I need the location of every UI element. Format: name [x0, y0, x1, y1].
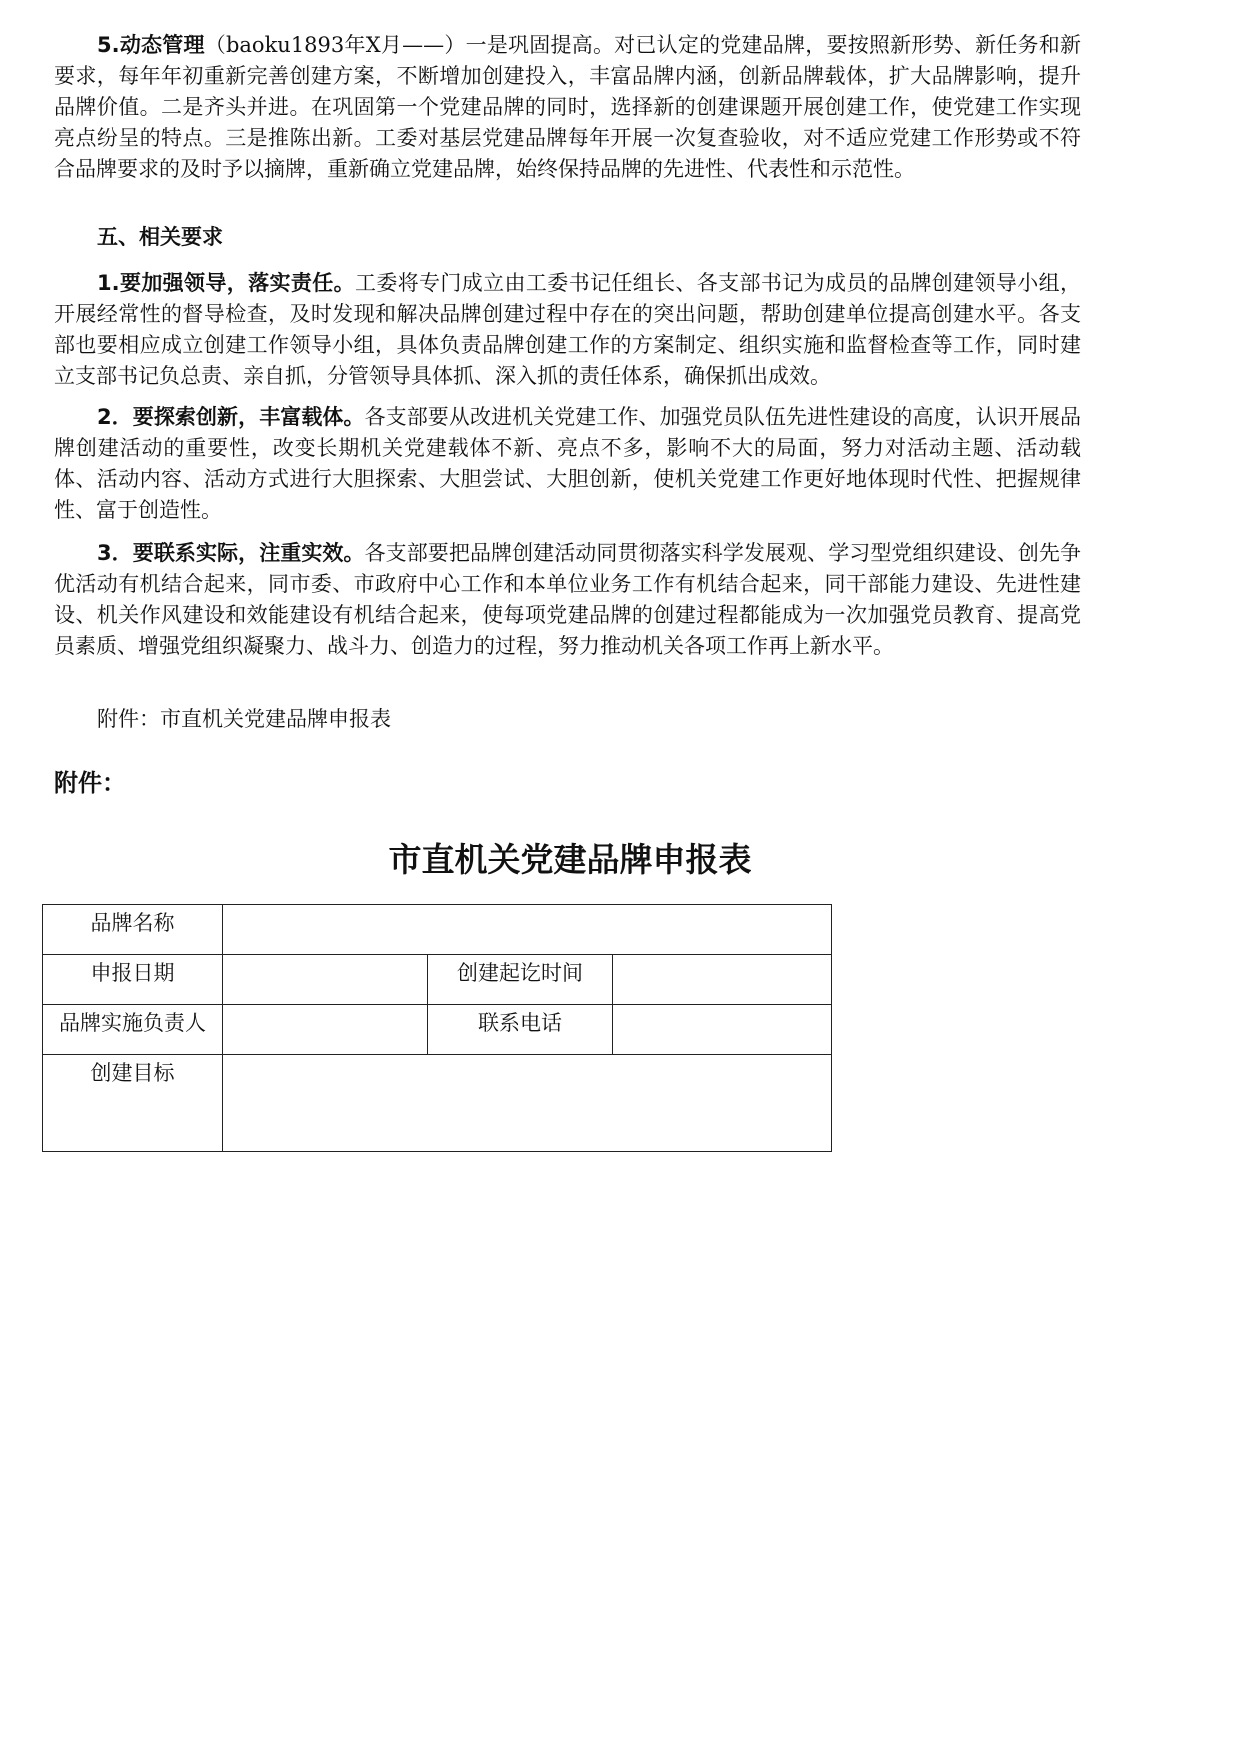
- paragraph-text: （baoku1893年X月——）一是巩固提高。对已认定的党建品牌，要按照新形势、新任务和新要求，每年年初重新完善创建方案，不断增加创建投入，丰富品牌内涵，创新品牌载体，扩大品牌影响，提升品牌价值。二是齐头并进。在巩固第一个党建品牌的同时，选择新的创建课题开展创建工作，使党建工作实现亮点纷呈的特点。三是推陈出新。工委对基层党建品牌每年开展一次复查验收，对不适应党建工作形势或不符合品牌要求的及时予以摘牌，重新确立党建品牌，始终保持品牌的先进性、代表性和示范性。: [54, 33, 1081, 181]
- report-date-cell: [223, 955, 428, 1005]
- brand-name-cell: [223, 905, 832, 955]
- paragraph-requirement-2: [54, 402, 1081, 526]
- paragraph-text: 各支部要把品牌创建活动同贯彻落实科学发展观、学习型党组织建设、创先争优活动有机结合起来，同市委、市政府中心工作和本单位业务工作有机结合起来，同干部能力建设、先进性建设、机关作风建设和效能建设有机结合起来，使每项党建品牌的创建过程都能成为一次加强党员教育、提高党员素质、增强党组织凝聚力、战斗力、创造力的过程，努力推动机关各项工作再上新水平。: [54, 541, 1081, 658]
- table-row: [43, 1005, 832, 1055]
- paragraph-lead: 2．要探索创新，丰富载体。: [97, 405, 365, 429]
- paragraph-lead: 1.要加强领导，落实责任。: [97, 271, 355, 295]
- paragraph-requirement-1: [54, 268, 1081, 392]
- paragraph-lead: 3．要联系实际，注重实效。: [97, 541, 365, 565]
- table-row: [43, 905, 832, 955]
- period-cell: [613, 955, 832, 1005]
- paragraph-requirement-3: [54, 538, 1081, 662]
- phone-label: 联系电话: [428, 1005, 613, 1055]
- goal-cell: [223, 1055, 832, 1152]
- phone-cell: [613, 1005, 832, 1055]
- owner-cell: [223, 1005, 428, 1055]
- paragraph-text: 各支部要从改进机关党建工作、加强党员队伍先进性建设的高度，认识开展品牌创建活动的重要性，改变长期机关党建载体不新、亮点不多，影响不大的局面，努力对活动主题、活动载体、活动内容、活动方式进行大胆探索、大胆尝试、大胆创新，使机关党建工作更好地体现时代性、把握规律性、富于创造性。: [54, 405, 1081, 522]
- attachment-reference: 附件：市直机关党建品牌申报表: [97, 707, 391, 731]
- paragraph-dynamic-management: [54, 30, 1081, 185]
- table-row: [43, 1055, 832, 1152]
- brand-name-label: 品牌名称: [43, 905, 223, 955]
- form-title: 市直机关党建品牌申报表: [388, 840, 752, 879]
- attachment-label: 附件：: [54, 769, 126, 797]
- paragraph-text: 工委将专门成立由工委书记任组长、各支部书记为成员的品牌创建领导小组，开展经常性的督导检查，及时发现和解决品牌创建过程中存在的突出问题，帮助创建单位提高创建水平。各支部也要相应成立创建工作领导小组，具体负责品牌创建工作的方案制定、组织实施和监督检查等工作，同时建立支部书记负总责、亲自抓，分管领导具体抓、深入抓的责任体系，确保抓出成效。: [54, 271, 1081, 388]
- table-row: [43, 955, 832, 1005]
- application-form-table: [42, 904, 832, 1152]
- period-label: 创建起讫时间: [428, 955, 613, 1005]
- goal-label: 创建目标: [43, 1055, 223, 1152]
- paragraph-lead: 5.动态管理: [97, 33, 205, 57]
- owner-label: 品牌实施负责人: [43, 1005, 223, 1055]
- report-date-label: 申报日期: [43, 955, 223, 1005]
- section-heading: 五、相关要求: [97, 225, 223, 249]
